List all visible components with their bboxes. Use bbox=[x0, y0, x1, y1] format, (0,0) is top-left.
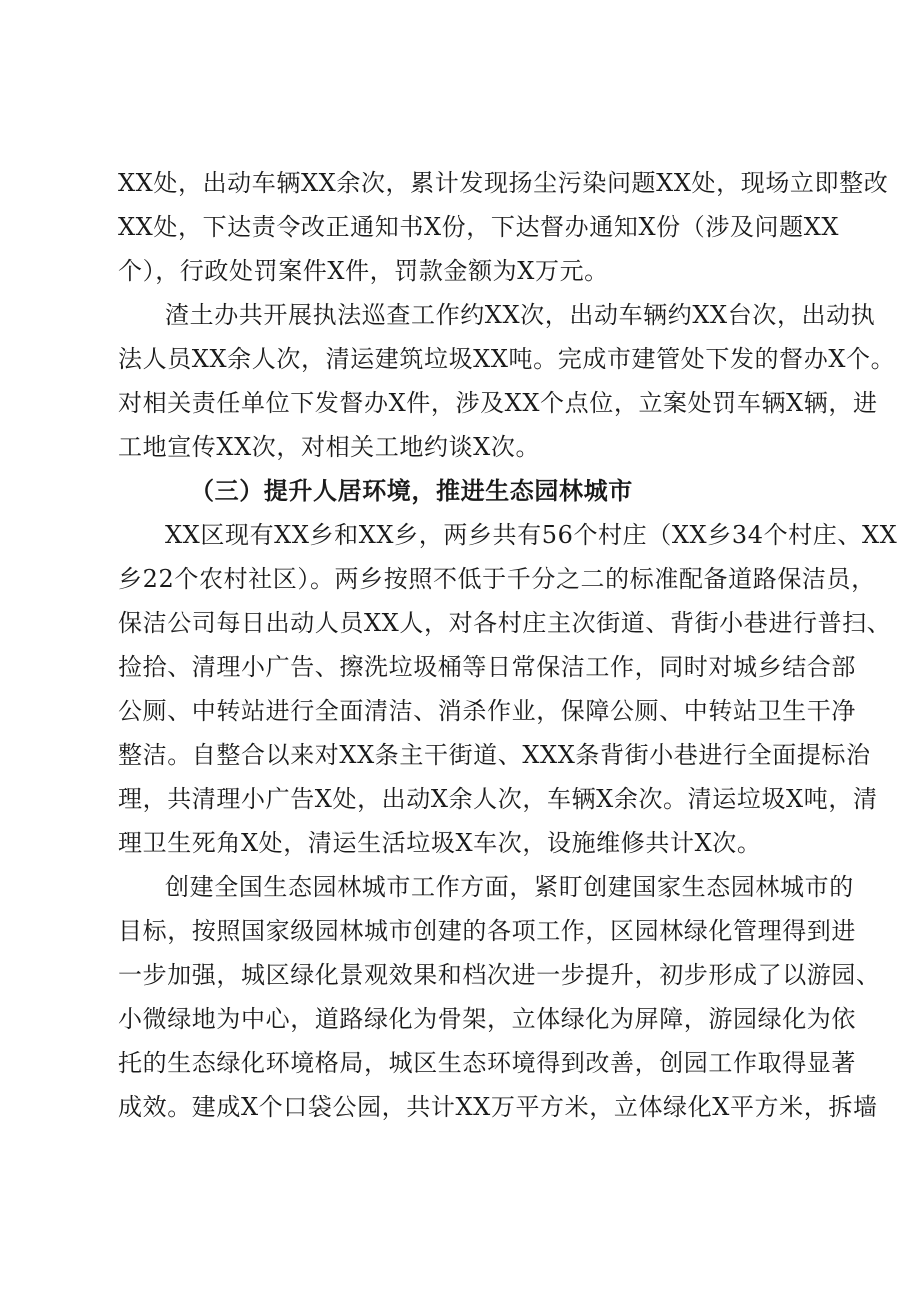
text-line: XX处，出动车辆XX余次，累计发现扬尘污染问题XX处，现场立即整改 bbox=[118, 169, 889, 197]
text-line: 创建全国生态园林城市工作方面，紧盯创建国家生态园林城市的 bbox=[165, 873, 854, 901]
text-line: 乡22个农村社区）。两乡按照不低于千分之二的标准配备道路保洁员， bbox=[118, 565, 876, 593]
text-line: 理，共清理小广告X处，出动X余人次，车辆X余次。清运垃圾X吨，清 bbox=[118, 785, 878, 813]
text-line: 一步加强，城区绿化景观效果和档次进一步提升，初步形成了以游园、 bbox=[118, 961, 881, 989]
text-line: 工地宣传XX次，对相关工地约谈X次。 bbox=[118, 433, 541, 461]
text-line: 小微绿地为中心，道路绿化为骨架，立体绿化为屏障，游园绿化为依 bbox=[118, 1005, 856, 1033]
text-line: XX区现有XX乡和XX乡，两乡共有56个村庄（XX乡34个村庄、XX bbox=[165, 521, 898, 549]
text-line: 保洁公司每日出动人员XX人，对各村庄主次街道、背街小巷进行普扫、 bbox=[118, 609, 892, 637]
text-line: 成效。建成X个口袋公园，共计XX万平方米，立体绿化X平方米，拆墙 bbox=[118, 1093, 878, 1121]
text-line: XX处，下达责令改正通知书X份，下达督办通知X份（涉及问题XX bbox=[118, 213, 840, 241]
section-heading: （三）提升人居环境，推进生态园林城市 bbox=[190, 476, 633, 505]
text-line: 理卫生死角X处，清运生活垃圾X车次，设施维修共计X次。 bbox=[118, 829, 762, 857]
text-line: 公厕、中转站进行全面清洁、消杀作业，保障公厕、中转站卫生干净 bbox=[118, 697, 856, 725]
text-line: 对相关责任单位下发督办X件，涉及XX个点位，立案处罚车辆X辆，进 bbox=[118, 389, 878, 417]
text-line: 法人员XX余人次，清运建筑垃圾XX吨。完成市建管处下发的督办X个。 bbox=[118, 345, 896, 373]
text-line: 目标，按照国家级园林城市创建的各项工作，区园林绿化管理得到进 bbox=[118, 917, 856, 945]
text-line: 整洁。自整合以来对XX条主干街道、XXX条背街小巷进行全面提标治 bbox=[118, 741, 871, 769]
text-line: 托的生态绿化环境格局，城区生态环境得到改善，创园工作取得显著 bbox=[118, 1049, 856, 1077]
text-line: 捡拾、清理小广告、擦洗垃圾桶等日常保洁工作，同时对城乡结合部 bbox=[118, 653, 856, 681]
text-line: 渣土办共开展执法巡查工作约XX次，出动车辆约XX台次，出动执 bbox=[165, 301, 876, 329]
text-line: 个），行政处罚案件X件，罚款金额为X万元。 bbox=[118, 257, 609, 285]
